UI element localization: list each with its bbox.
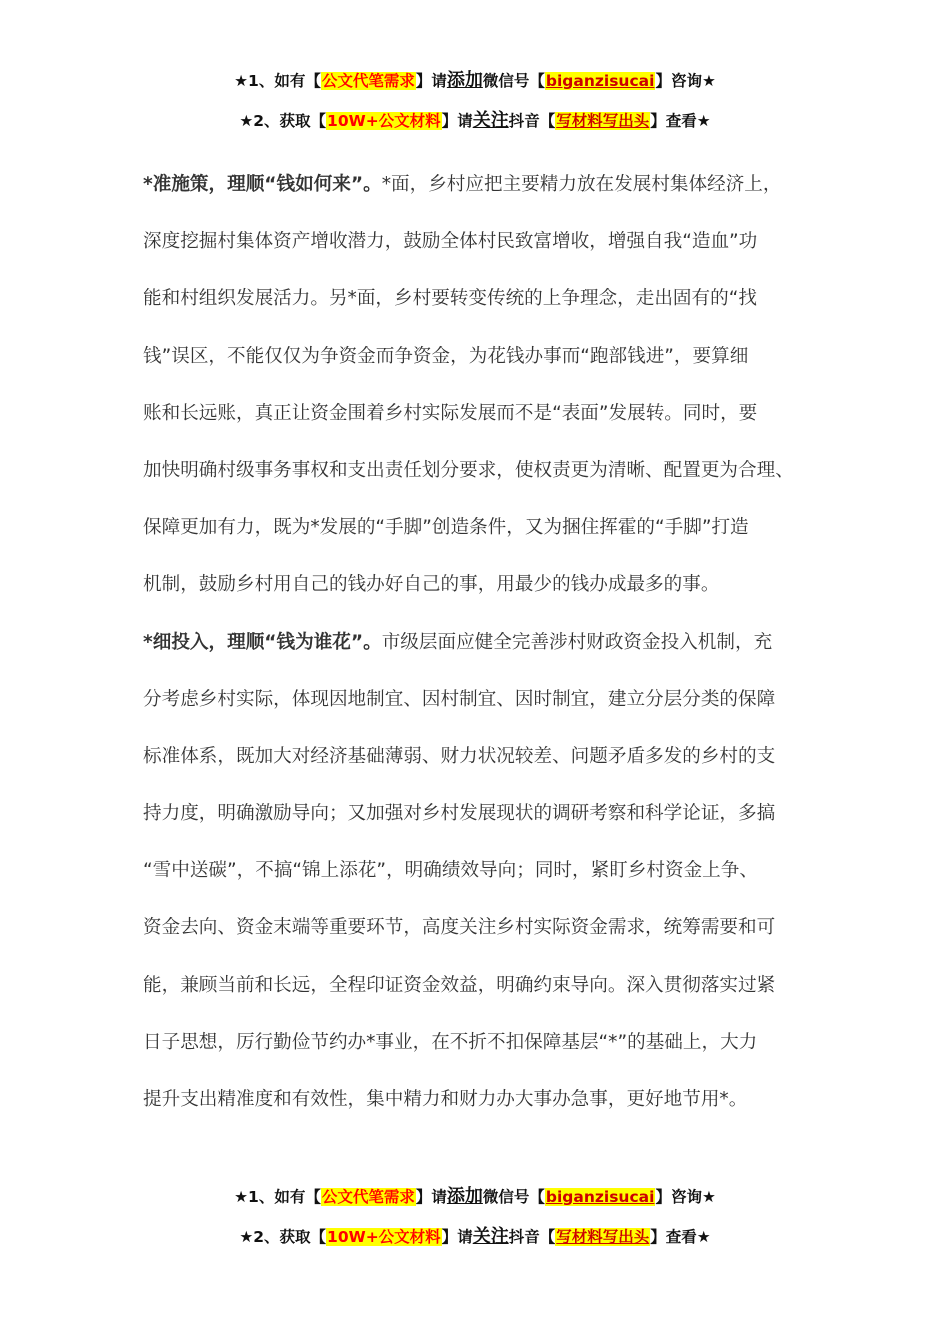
- banner-text: 】请: [441, 112, 473, 130]
- paragraph-1: [143, 156, 813, 614]
- banner-text: 】请: [415, 72, 447, 90]
- paragraph-line: 分考虑乡村实际，体现因地制宜、因村制宜、因时制宜，建立分层分类的保障: [143, 688, 776, 710]
- banner-text: 】请: [441, 1228, 473, 1246]
- banner-text: 】咨询★: [655, 1188, 716, 1206]
- paragraph-line: “雪中送碳”，不搞“锦上添花”，明确绩效导向；同时，紧盯乡村资金上争、: [143, 860, 758, 882]
- paragraph-line: [143, 614, 813, 671]
- banner-text: 】查看★: [650, 1228, 711, 1246]
- paragraph-line: 加快明确村级事务事权和支出责任划分要求，使权责更为清晰、配置更为合理、: [143, 459, 794, 481]
- emphasis-word: 添加: [446, 70, 483, 91]
- paragraph-lead: *细投入，理顺“钱为谁花”。: [143, 631, 382, 653]
- paragraph-line: 能和村组织发展活力。另*面，乡村要转变传统的上争理念，走出固有的“找: [143, 288, 757, 310]
- emphasis-word: 添加: [446, 1186, 483, 1207]
- highlight-service: 公文代笔需求: [321, 72, 415, 90]
- banner-text: 】查看★: [650, 112, 711, 130]
- banner-text: 】咨询★: [655, 72, 716, 90]
- bottom-banner: [0, 1177, 950, 1257]
- highlight-materials: 10W+公文材料: [327, 112, 441, 130]
- paragraph-line: [143, 156, 813, 213]
- paragraph-line: 持力度，明确激励导向；又加强对乡村发展现状的调研考察和科学论证，多搞: [143, 803, 776, 825]
- banner-text: 微信号【: [482, 72, 545, 90]
- banner-text: 抖音【: [508, 1228, 556, 1246]
- banner-text: ★2、获取【: [239, 112, 327, 130]
- document-body: [143, 156, 813, 1128]
- highlight-materials: 10W+公文材料: [327, 1228, 441, 1246]
- banner-text: 抖音【: [508, 112, 556, 130]
- wechat-id-link[interactable]: biganzisucai: [545, 72, 655, 90]
- paragraph-lead: *准施策，理顺“钱如何来”。: [143, 174, 382, 195]
- paragraph-text: 市级层面应健全完善涉村财政资金投入机制，充: [381, 631, 773, 653]
- paragraph-text: *面，乡村应把主要精力放在发展村集体经济上，: [381, 174, 782, 195]
- banner-text: ★1、如有【: [234, 72, 321, 90]
- paragraph-line: 能，兼顾当前和长远，全程印证资金效益，明确约束导向。深入贯彻落实过紧: [143, 974, 776, 996]
- banner-text: ★1、如有【: [234, 1188, 321, 1206]
- paragraph-line: 日子思想，厉行勤俭节约办*事业，在不折不扣保障基层“*”的基础上，大力: [143, 1031, 758, 1053]
- paragraph-line: 提升支出精准度和有效性，集中精力和财力办大事办急事，更好地节用*。: [143, 1089, 748, 1110]
- top-banner: [0, 61, 950, 141]
- banner-line-2: [0, 101, 950, 141]
- douyin-account-link[interactable]: 写材料写出头: [556, 1228, 650, 1246]
- paragraph-2: [143, 614, 813, 1129]
- paragraph-line: 账和长远账，真正让资金围着乡村实际发展而不是“表面”发展转。同时，要: [143, 402, 758, 424]
- banner-line-1: [0, 61, 950, 101]
- paragraph-line: 机制，鼓励乡村用自己的钱办好自己的事，用最少的钱办成最多的事。: [143, 574, 720, 596]
- paragraph-line: 钱”误区，不能仅仅为争资金而争资金，为花钱办事而“跑部钱进”，要算细: [143, 345, 749, 367]
- banner-text: 微信号【: [482, 1188, 545, 1206]
- banner-line-1: [0, 1177, 950, 1217]
- highlight-service: 公文代笔需求: [321, 1188, 415, 1206]
- emphasis-word: 关注: [472, 1226, 509, 1247]
- banner-text: ★2、获取【: [239, 1228, 327, 1246]
- banner-line-2: [0, 1217, 950, 1257]
- paragraph-line: 标准体系，既加大对经济基础薄弱、财力状况较差、问题矛盾多发的乡村的支: [143, 745, 776, 767]
- douyin-account-link[interactable]: 写材料写出头: [556, 112, 650, 130]
- emphasis-word: 关注: [472, 110, 509, 131]
- wechat-id-link[interactable]: biganzisucai: [545, 1188, 655, 1206]
- paragraph-line: 保障更加有力，既为*发展的“手脚”创造条件，又为捆住挥霍的“手脚”打造: [143, 517, 749, 539]
- paragraph-line: 深度挖掘村集体资产增收潜力，鼓励全体村民致富增收，增强自我“造血”功: [143, 231, 758, 253]
- banner-text: 】请: [415, 1188, 447, 1206]
- paragraph-line: 资金去向、资金末端等重要环节，高度关注乡村实际资金需求，统筹需要和可: [143, 917, 776, 939]
